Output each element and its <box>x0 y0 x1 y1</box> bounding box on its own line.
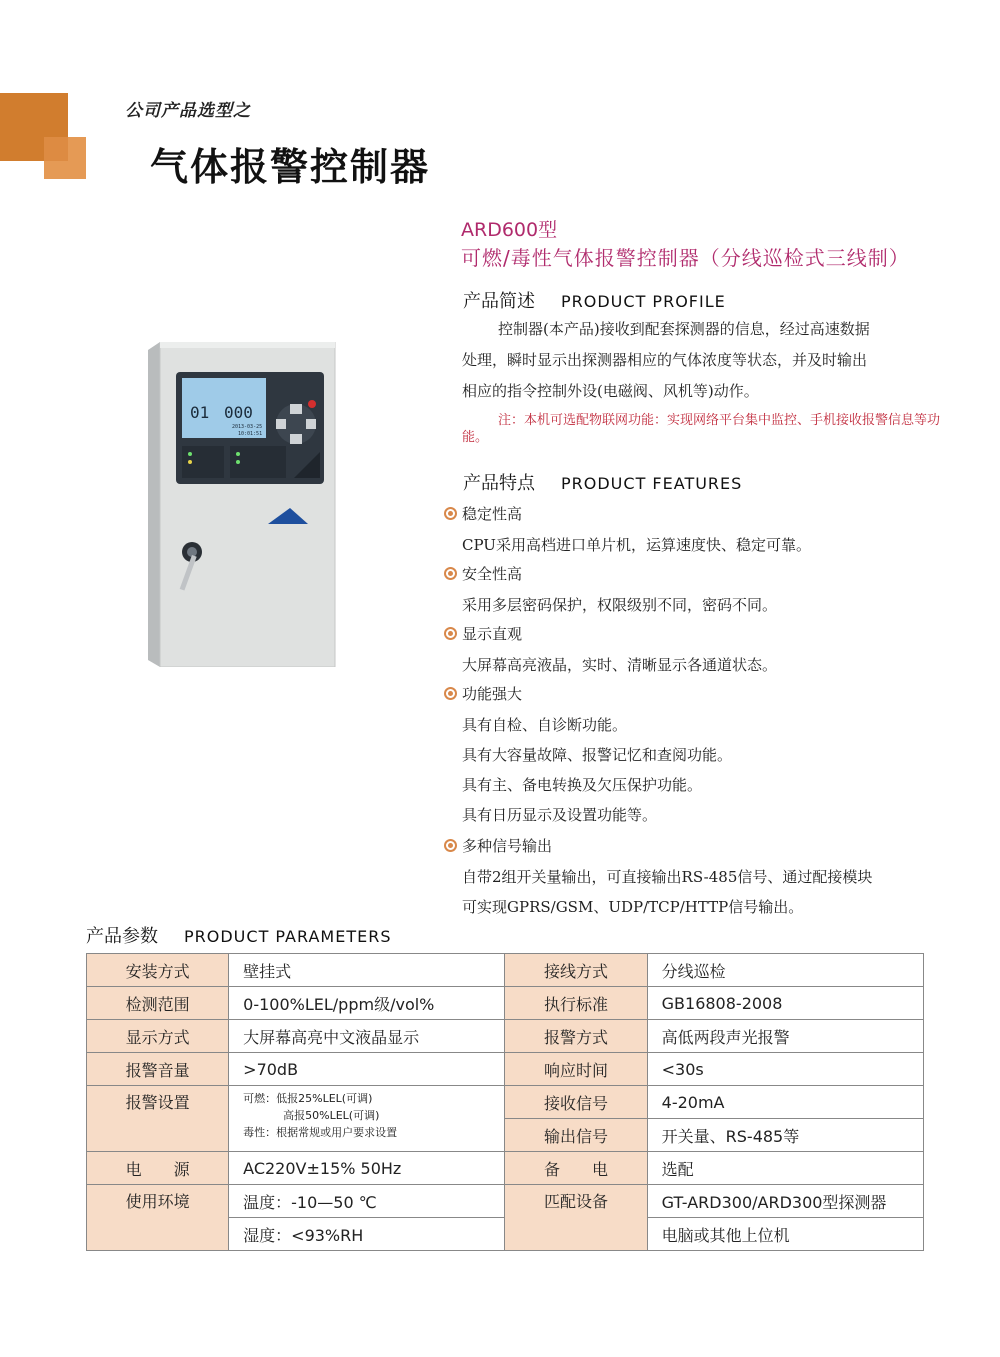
features-heading <box>463 469 742 495</box>
param-value: 温度：-10—50 ℃ <box>229 1185 505 1218</box>
param-key: 电 源 <box>87 1152 229 1185</box>
param-value: <30s <box>647 1053 923 1086</box>
param-key: 匹配设备 <box>505 1185 647 1251</box>
parameters-table <box>86 953 924 1251</box>
table-row <box>87 1053 924 1086</box>
bullet-icon <box>444 687 457 700</box>
param-value: AC220V±15% 50Hz <box>229 1152 505 1185</box>
param-key: 报警设置 <box>87 1086 229 1152</box>
parameters-heading-cn: 产品参数 <box>86 926 158 947</box>
feature-line: 具有主、备电转换及欠压保护功能。 <box>462 776 703 794</box>
parameters-heading <box>86 922 391 948</box>
feature-line: CPU采用高档进口单片机，运算速度快、稳定可靠。 <box>462 536 811 554</box>
param-key: 执行标准 <box>505 987 647 1020</box>
alarm-setting-line: 毒性：根据常规或用户要求设置 <box>243 1126 398 1139</box>
param-value: 壁挂式 <box>229 954 505 987</box>
param-key: 安装方式 <box>87 954 229 987</box>
param-key: 备 电 <box>505 1152 647 1185</box>
feature-title: 显示直观 <box>462 625 523 643</box>
feature-title: 多种信号输出 <box>462 837 553 855</box>
param-value: 0-100%LEL/ppm级/vol% <box>229 987 505 1020</box>
table-row <box>87 987 924 1020</box>
param-value: GT-ARD300/ARD300型探测器 <box>647 1185 923 1218</box>
param-value: 大屏幕高亮中文液晶显示 <box>229 1020 505 1053</box>
param-key: 报警音量 <box>87 1053 229 1086</box>
features-heading-en: PRODUCT FEATURES <box>561 474 743 493</box>
param-value: 电脑或其他上位机 <box>647 1218 923 1251</box>
table-row <box>87 1020 924 1053</box>
param-value: 开关量、RS-485等 <box>647 1119 923 1152</box>
alarm-setting-line: 高报50%LEL(可调) <box>283 1109 380 1122</box>
feature-line: 具有自检、自诊断功能。 <box>462 716 628 734</box>
feature-line: 可实现GPRS/GSM、UDP/TCP/HTTP信号输出。 <box>462 898 804 916</box>
param-value: 分线巡检 <box>647 954 923 987</box>
param-key: 接线方式 <box>505 954 647 987</box>
table-row <box>87 1152 924 1185</box>
lcd-channel: 01 <box>190 403 210 422</box>
profile-line-2: 处理，瞬时显示出探测器相应的气体浓度等状态，并及时输出 <box>462 351 868 369</box>
product-subtitle: 可燃/毒性气体报警控制器（分线巡检式三线制） <box>461 246 910 270</box>
param-key: 接收信号 <box>505 1086 647 1119</box>
param-value-alarm-settings <box>229 1086 505 1152</box>
feature-title: 功能强大 <box>462 685 523 703</box>
profile-line-3: 相应的指令控制外设(电磁阀、风机等)动作。 <box>462 382 759 400</box>
param-value: GB16808-2008 <box>647 987 923 1020</box>
param-value: 高低两段声光报警 <box>647 1020 923 1053</box>
bullet-icon <box>444 839 457 852</box>
param-key: 检测范围 <box>87 987 229 1020</box>
param-key: 报警方式 <box>505 1020 647 1053</box>
bullet-icon <box>444 507 457 520</box>
header-decoration-overlap <box>44 137 68 161</box>
feature-line: 具有大容量故障、报警记忆和查阅功能。 <box>462 746 733 764</box>
feature-line: 自带2组开关量输出，可直接输出RS-485信号、通过配接模块 <box>462 868 873 886</box>
bullet-icon <box>444 627 457 640</box>
param-value: >70dB <box>229 1053 505 1086</box>
feature-title: 稳定性高 <box>462 505 523 523</box>
param-key: 响应时间 <box>505 1053 647 1086</box>
table-row <box>87 1086 924 1119</box>
table-row <box>87 954 924 987</box>
bullet-icon <box>444 567 457 580</box>
product-model: ARD600型 <box>461 219 558 241</box>
alarm-setting-line: 可燃：低报25%LEL(可调) <box>243 1092 373 1105</box>
lcd-date: 2013-03-25 <box>232 424 263 430</box>
lcd-value: 000 <box>224 403 253 422</box>
profile-heading-cn: 产品简述 <box>463 291 535 312</box>
parameters-heading-en: PRODUCT PARAMETERS <box>184 927 392 946</box>
page-title: 气体报警控制器 <box>150 145 431 189</box>
profile-heading <box>463 287 726 313</box>
param-key: 输出信号 <box>505 1119 647 1152</box>
header-kicker: 公司产品选型之 <box>125 101 251 121</box>
param-value: 湿度：<93%RH <box>229 1218 505 1251</box>
feature-line: 具有日历显示及设置功能等。 <box>462 806 658 824</box>
feature-title: 安全性高 <box>462 565 523 583</box>
param-value: 4-20mA <box>647 1086 923 1119</box>
feature-line: 大屏幕高亮液晶，实时、清晰显示各通道状态。 <box>462 656 778 674</box>
lcd-time: 10:01:51 <box>238 431 263 437</box>
profile-note: 注：本机可选配物联网功能：实现网络平台集中监控、手机接收报警信息等功能。 <box>462 413 941 445</box>
controller-device-image <box>140 342 340 667</box>
param-value: 选配 <box>647 1152 923 1185</box>
profile-line-1: 控制器(本产品)接收到配套探测器的信息，经过高速数据 <box>498 320 870 338</box>
feature-line: 采用多层密码保护，权限级别不同，密码不同。 <box>462 596 778 614</box>
profile-heading-en: PRODUCT PROFILE <box>561 292 726 311</box>
features-heading-cn: 产品特点 <box>463 473 535 494</box>
param-key: 使用环境 <box>87 1185 229 1251</box>
param-key: 显示方式 <box>87 1020 229 1053</box>
table-row <box>87 1185 924 1218</box>
